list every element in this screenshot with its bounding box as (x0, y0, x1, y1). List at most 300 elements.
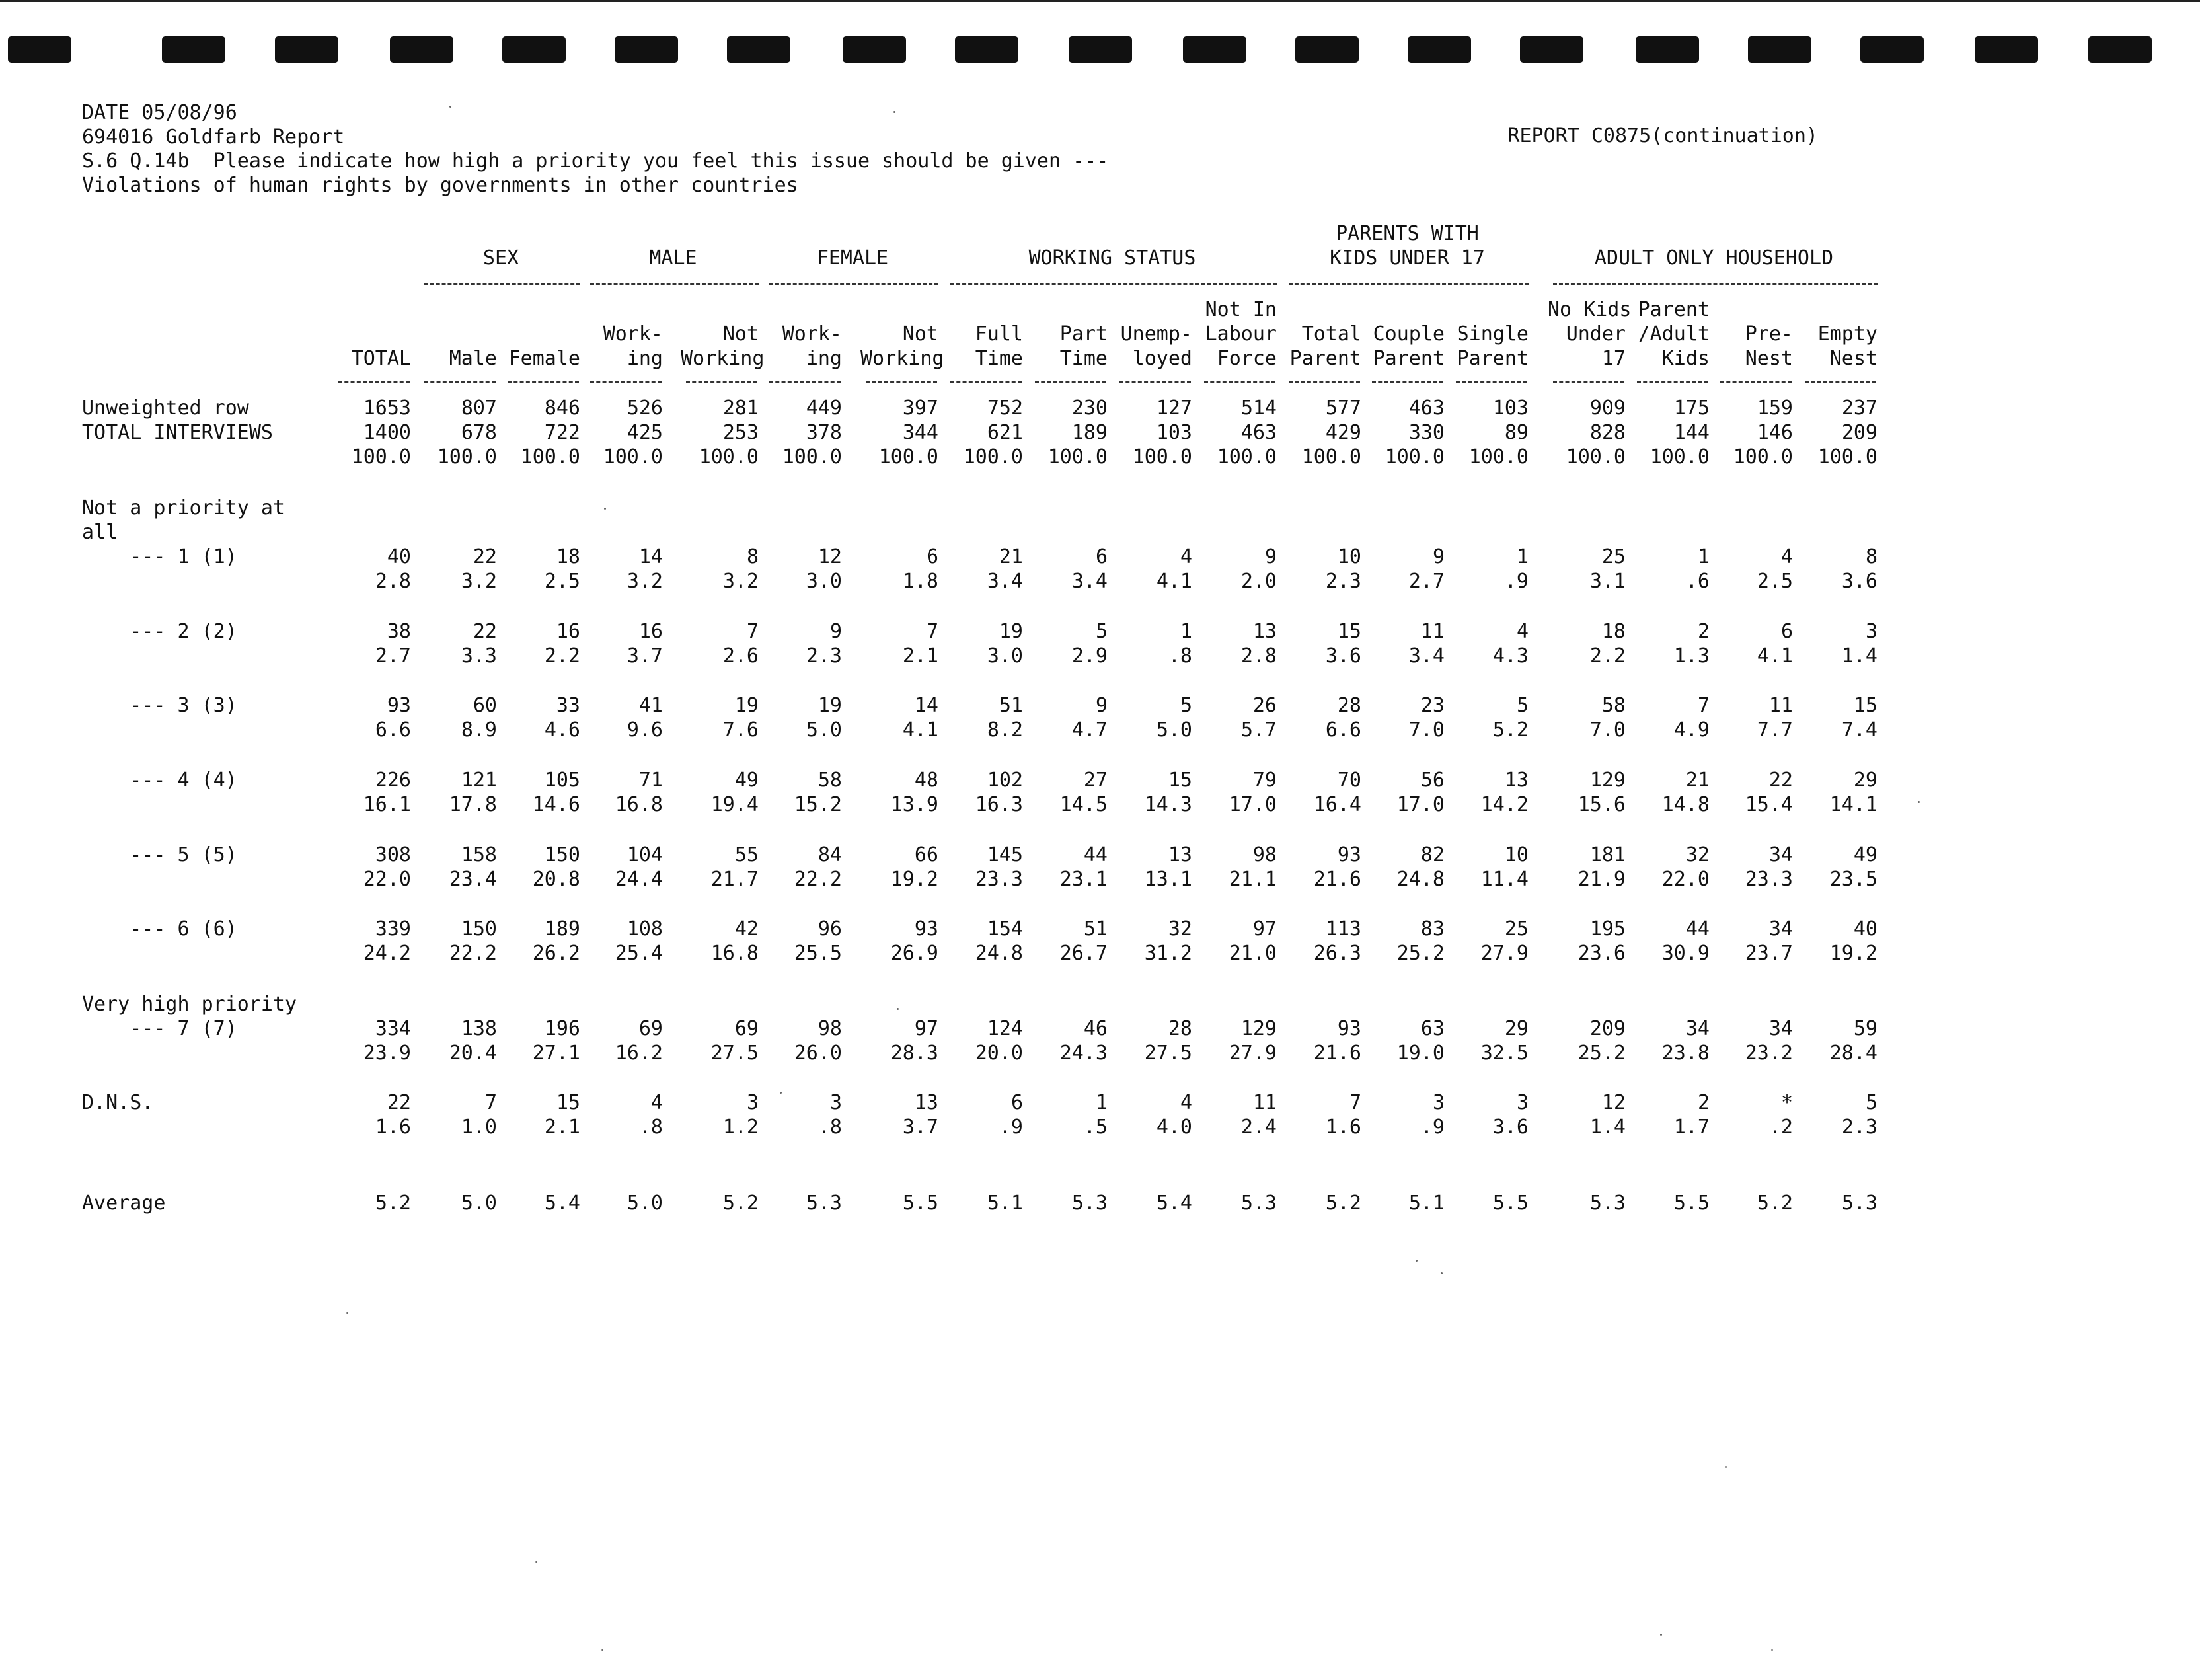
cell-average-empty-nest: 5.3 (1841, 1192, 1878, 1215)
column-header-female-not-working-line-1: Not (902, 323, 938, 346)
cell-p2-total-parent-1: 15 (1337, 620, 1361, 643)
cell-p4-male-2: 17.8 (449, 793, 497, 816)
cell-base-full-time-1: 752 (987, 397, 1023, 420)
cell-p2-female-2: 2.2 (544, 644, 580, 668)
cell-p6-parent-adult-kids-2: 30.9 (1661, 942, 1710, 965)
scan-speck (1441, 1272, 1443, 1274)
cell-base-single-parent-1: 103 (1492, 397, 1529, 420)
scan-speck (601, 1649, 603, 1651)
cell-p4-male-not-working-2: 19.4 (710, 793, 759, 816)
scan-speck (535, 1561, 537, 1563)
cell-dns-part-time-2: .5 (1083, 1116, 1108, 1139)
column-header-underline-total (338, 381, 410, 383)
row-label-p1-line-1: Not a priority at (82, 496, 285, 519)
column-header-male-working-line-2: ing (626, 347, 663, 370)
cell-p5-part-time-2: 23.1 (1059, 868, 1108, 891)
cell-p7-male-working-2: 16.2 (615, 1042, 663, 1065)
cell-p6-unemployed-1: 32 (1168, 917, 1192, 940)
scan-speck (604, 508, 606, 510)
cell-p4-female-1: 105 (544, 769, 580, 792)
cell-average-full-time: 5.1 (987, 1192, 1023, 1215)
cell-p2-pre-nest-1: 6 (1780, 620, 1793, 643)
cell-p2-male-working-1: 16 (638, 620, 663, 643)
cell-p3-not-in-labour-force-1: 26 (1252, 694, 1277, 717)
cell-base-not-in-labour-force-1: 514 (1240, 397, 1277, 420)
cell-p4-parent-adult-kids-1: 21 (1685, 769, 1710, 792)
cell-p4-female-2: 14.6 (532, 793, 580, 816)
cell-p6-not-in-labour-force-1: 97 (1252, 917, 1277, 940)
cell-p2-single-parent-2: 4.3 (1492, 644, 1529, 668)
cell-base-empty-nest-3: 100.0 (1817, 445, 1878, 469)
cell-p4-female-working-2: 15.2 (794, 793, 842, 816)
cell-p7-unemployed-1: 28 (1168, 1017, 1192, 1040)
scan-speck (780, 1092, 782, 1094)
cell-p6-male-working-2: 25.4 (615, 942, 663, 965)
cell-average-unemployed: 5.4 (1156, 1192, 1192, 1215)
cell-p3-part-time-2: 4.7 (1071, 718, 1108, 742)
column-header-underline-empty-nest (1805, 381, 1876, 383)
row-label-p6: --- 6 (6) (82, 917, 237, 940)
cell-p6-male-not-working-2: 16.8 (710, 942, 759, 965)
cell-p6-full-time-1: 154 (987, 917, 1023, 940)
cell-p3-unemployed-2: 5.0 (1156, 718, 1192, 742)
cell-p1-male-2: 3.2 (461, 570, 497, 593)
cell-p6-couple-parent-2: 25.2 (1396, 942, 1445, 965)
cell-dns-female-2: 2.1 (544, 1116, 580, 1139)
cell-base-not-in-labour-force-3: 100.0 (1217, 445, 1277, 469)
cell-p5-male-working-2: 24.4 (615, 868, 663, 891)
scan-speck (1771, 1649, 1773, 1651)
column-header-male-not-working-line-1: Not (722, 323, 759, 346)
cell-base-male-working-1: 526 (626, 397, 663, 420)
cell-p7-female-2: 27.1 (532, 1042, 580, 1065)
cell-p3-female-not-working-2: 4.1 (902, 718, 938, 742)
cell-p7-female-working-1: 98 (817, 1017, 842, 1040)
banner-male: MALE (649, 247, 697, 270)
row-label-p4: --- 4 (4) (82, 769, 237, 792)
report-name: 694016 Goldfarb Report (82, 126, 345, 149)
cell-p2-not-in-labour-force-2: 2.8 (1240, 644, 1277, 668)
banner-parents-line-2: KIDS UNDER 17 (1330, 247, 1485, 270)
cell-base-female-not-working-1: 397 (902, 397, 938, 420)
cell-p2-male-1: 22 (473, 620, 497, 643)
cell-p7-total-parent-1: 93 (1337, 1017, 1361, 1040)
cell-dns-empty-nest-2: 2.3 (1841, 1116, 1878, 1139)
cell-base-couple-parent-1: 463 (1408, 397, 1445, 420)
cell-p1-part-time-2: 3.4 (1071, 570, 1108, 593)
cell-p5-single-parent-1: 10 (1504, 843, 1529, 866)
cell-p7-total-1: 334 (375, 1017, 411, 1040)
cell-base-pre-nest-2: 146 (1757, 421, 1793, 444)
cell-p3-male-2: 8.9 (461, 718, 497, 742)
cell-p7-pre-nest-2: 23.2 (1745, 1042, 1793, 1065)
cell-p4-total-1: 226 (375, 769, 411, 792)
cell-p6-single-parent-2: 27.9 (1480, 942, 1529, 965)
cell-p5-total-parent-1: 93 (1337, 843, 1361, 866)
cell-p4-female-working-1: 58 (817, 769, 842, 792)
cell-p3-female-working-1: 19 (817, 694, 842, 717)
cell-p2-single-parent-1: 4 (1516, 620, 1529, 643)
cell-p5-not-in-labour-force-2: 21.1 (1229, 868, 1277, 891)
cell-p1-male-working-2: 3.2 (626, 570, 663, 593)
cell-p6-no-kids-under-17-1: 195 (1589, 917, 1626, 940)
column-header-female-working-line-2: ing (806, 347, 842, 370)
cell-p1-female-working-2: 3.0 (806, 570, 842, 593)
cell-p5-male-2: 23.4 (449, 868, 497, 891)
cell-dns-single-parent-2: 3.6 (1492, 1116, 1529, 1139)
cell-p5-not-in-labour-force-1: 98 (1252, 843, 1277, 866)
cell-p3-full-time-2: 8.2 (987, 718, 1023, 742)
cell-p2-male-not-working-1: 7 (746, 620, 759, 643)
cell-base-female-working-2: 378 (806, 421, 842, 444)
cell-p1-full-time-1: 21 (999, 545, 1023, 568)
cell-p2-not-in-labour-force-1: 13 (1252, 620, 1277, 643)
cell-p7-female-not-working-2: 28.3 (890, 1042, 938, 1065)
cell-average-single-parent: 5.5 (1492, 1192, 1529, 1215)
banner-underline-male (590, 283, 759, 285)
scan-speck (346, 1312, 348, 1314)
cell-base-single-parent-3: 100.0 (1468, 445, 1529, 469)
cell-p5-female-not-working-1: 66 (914, 843, 938, 866)
cell-p2-empty-nest-2: 1.4 (1841, 644, 1878, 668)
column-header-underline-female-not-working (866, 381, 937, 383)
cell-base-total-1: 1653 (363, 397, 411, 420)
cell-dns-total-parent-2: 1.6 (1325, 1116, 1361, 1139)
scan-speck (1416, 1260, 1418, 1262)
cell-dns-male-2: 1.0 (461, 1116, 497, 1139)
cell-p6-female-not-working-1: 93 (914, 917, 938, 940)
cell-p6-total-parent-1: 113 (1325, 917, 1361, 940)
banner-underline-female (769, 283, 938, 285)
cell-p6-part-time-2: 26.7 (1059, 942, 1108, 965)
cell-p2-no-kids-under-17-2: 2.2 (1589, 644, 1626, 668)
cell-p7-male-1: 138 (461, 1017, 497, 1040)
cell-p2-part-time-1: 5 (1095, 620, 1108, 643)
cell-p6-single-parent-1: 25 (1504, 917, 1529, 940)
cell-p2-female-1: 16 (556, 620, 580, 643)
cell-p7-no-kids-under-17-1: 209 (1589, 1017, 1626, 1040)
report-id: REPORT C0875(continuation) (1507, 124, 1818, 147)
column-header-underline-couple-parent (1372, 381, 1443, 383)
cell-p6-empty-nest-1: 40 (1853, 917, 1878, 940)
cell-p3-male-not-working-2: 7.6 (722, 718, 759, 742)
cell-p2-unemployed-2: .8 (1168, 644, 1192, 668)
cell-p5-full-time-2: 23.3 (975, 868, 1023, 891)
cell-p6-male-2: 22.2 (449, 942, 497, 965)
column-header-underline-full-time (950, 381, 1022, 383)
cell-dns-male-1: 7 (484, 1091, 497, 1114)
column-header-underline-part-time (1035, 381, 1106, 383)
cell-p4-male-working-1: 71 (638, 769, 663, 792)
cell-p6-unemployed-2: 31.2 (1144, 942, 1192, 965)
column-header-parent-adult-kids-line-1: Parent (1638, 298, 1710, 321)
cell-p1-no-kids-under-17-2: 3.1 (1589, 570, 1626, 593)
cell-dns-unemployed-2: 4.0 (1156, 1116, 1192, 1139)
cell-average-female-not-working: 5.5 (902, 1192, 938, 1215)
cell-p1-unemployed-1: 4 (1180, 545, 1192, 568)
cell-average-total-parent: 5.2 (1325, 1192, 1361, 1215)
column-header-total-parent-line-1: Total (1301, 323, 1361, 346)
cell-base-male-not-working-1: 281 (722, 397, 759, 420)
banner-underline-adult-only (1553, 283, 1878, 285)
cell-p2-couple-parent-1: 11 (1420, 620, 1445, 643)
cell-base-unemployed-1: 127 (1156, 397, 1192, 420)
column-header-part-time-line-2: Time (1059, 347, 1108, 370)
cell-p7-female-not-working-1: 97 (914, 1017, 938, 1040)
cell-p2-empty-nest-1: 3 (1865, 620, 1878, 643)
cell-p1-unemployed-2: 4.1 (1156, 570, 1192, 593)
cell-p5-couple-parent-1: 82 (1420, 843, 1445, 866)
cell-dns-female-working-2: .8 (817, 1116, 842, 1139)
column-header-underline-no-kids-under-17 (1553, 381, 1624, 383)
cell-base-pre-nest-1: 159 (1757, 397, 1793, 420)
cell-p1-female-working-1: 12 (817, 545, 842, 568)
cell-base-female-working-3: 100.0 (782, 445, 842, 469)
cell-p1-female-2: 2.5 (544, 570, 580, 593)
cell-p3-no-kids-under-17-1: 58 (1601, 694, 1626, 717)
cell-base-male-1: 807 (461, 397, 497, 420)
cell-base-parent-adult-kids-1: 175 (1673, 397, 1710, 420)
cell-p2-full-time-1: 19 (999, 620, 1023, 643)
row-label-p5: --- 5 (5) (82, 843, 237, 866)
cell-p5-no-kids-under-17-2: 21.9 (1577, 868, 1626, 891)
cell-p4-single-parent-2: 14.2 (1480, 793, 1529, 816)
column-header-total-parent-line-2: Parent (1289, 347, 1361, 370)
cell-p7-empty-nest-2: 28.4 (1829, 1042, 1878, 1065)
cell-p3-male-working-2: 9.6 (626, 718, 663, 742)
cell-average-no-kids-under-17: 5.3 (1589, 1192, 1626, 1215)
column-header-underline-pre-nest (1720, 381, 1792, 383)
cell-p7-pre-nest-1: 34 (1768, 1017, 1793, 1040)
cell-p2-parent-adult-kids-2: 1.3 (1673, 644, 1710, 668)
cell-base-couple-parent-3: 100.0 (1384, 445, 1445, 469)
cell-dns-no-kids-under-17-2: 1.4 (1589, 1116, 1626, 1139)
cell-base-pre-nest-3: 100.0 (1733, 445, 1793, 469)
cell-p7-female-working-2: 26.0 (794, 1042, 842, 1065)
cell-p4-unemployed-1: 15 (1168, 769, 1192, 792)
cell-base-total-parent-3: 100.0 (1301, 445, 1361, 469)
cell-p5-single-parent-2: 11.4 (1480, 868, 1529, 891)
cell-p3-total-2: 6.6 (375, 718, 411, 742)
cell-base-female-not-working-2: 344 (902, 421, 938, 444)
cell-p5-unemployed-1: 13 (1168, 843, 1192, 866)
cell-dns-parent-adult-kids-1: 2 (1697, 1091, 1710, 1114)
column-header-full-time-line-1: Full (975, 323, 1023, 346)
column-header-female: Female (508, 347, 580, 370)
cell-p6-female-1: 189 (544, 917, 580, 940)
cell-p3-female-1: 33 (556, 694, 580, 717)
scan-speck (1660, 1634, 1662, 1636)
column-header-empty-nest-line-2: Nest (1829, 347, 1878, 370)
column-header-female-working-line-1: Work- (782, 323, 842, 346)
column-header-full-time-line-2: Time (975, 347, 1023, 370)
cell-dns-not-in-labour-force-1: 11 (1252, 1091, 1277, 1114)
column-header-single-parent-line-2: Parent (1457, 347, 1529, 370)
banner-underline-working-status (950, 283, 1277, 285)
cell-p7-couple-parent-2: 19.0 (1396, 1042, 1445, 1065)
column-header-total: TOTAL (351, 347, 411, 370)
banner-parents-line-1: PARENTS WITH (1336, 222, 1479, 245)
cell-base-total-2: 1400 (363, 421, 411, 444)
cell-p2-total-2: 2.7 (375, 644, 411, 668)
column-header-not-in-labour-force-line-3: Force (1217, 347, 1277, 370)
scan-speck (1918, 801, 1920, 803)
cell-p2-total-parent-2: 3.6 (1325, 644, 1361, 668)
cell-p5-no-kids-under-17-1: 181 (1589, 843, 1626, 866)
cell-p7-male-not-working-2: 27.5 (710, 1042, 759, 1065)
cell-base-male-working-3: 100.0 (603, 445, 663, 469)
cell-p2-female-working-1: 9 (829, 620, 842, 643)
column-header-no-kids-under-17-line-1: No Kids (1548, 298, 1632, 321)
cell-dns-female-1: 15 (556, 1091, 580, 1114)
cell-p5-parent-adult-kids-1: 32 (1685, 843, 1710, 866)
cell-base-part-time-3: 100.0 (1047, 445, 1108, 469)
cell-base-no-kids-under-17-3: 100.0 (1566, 445, 1626, 469)
column-header-underline-male-working (590, 381, 662, 383)
cell-p1-empty-nest-1: 8 (1865, 545, 1878, 568)
column-header-parent-adult-kids-line-2: /Adult (1638, 323, 1710, 346)
banner-sex: SEX (482, 247, 519, 270)
cell-p3-single-parent-2: 5.2 (1492, 718, 1529, 742)
cell-p4-no-kids-under-17-2: 15.6 (1577, 793, 1626, 816)
cell-p4-single-parent-1: 13 (1504, 769, 1529, 792)
cell-p1-male-working-1: 14 (638, 545, 663, 568)
row-label-p7-line-1: Very high priority (82, 993, 297, 1016)
cell-base-parent-adult-kids-3: 100.0 (1650, 445, 1710, 469)
cell-p6-parent-adult-kids-1: 44 (1685, 917, 1710, 940)
banner-underline-sex (424, 283, 580, 285)
cell-p5-female-not-working-2: 19.2 (890, 868, 938, 891)
cell-p1-total-parent-2: 2.3 (1325, 570, 1361, 593)
cell-p3-couple-parent-1: 23 (1420, 694, 1445, 717)
column-header-parent-adult-kids-line-3: Kids (1661, 347, 1710, 370)
cell-p7-no-kids-under-17-2: 25.2 (1577, 1042, 1626, 1065)
cell-p3-part-time-1: 9 (1095, 694, 1108, 717)
cell-p3-not-in-labour-force-2: 5.7 (1240, 718, 1277, 742)
cell-p3-female-working-2: 5.0 (806, 718, 842, 742)
column-header-part-time-line-1: Part (1059, 323, 1108, 346)
cell-p1-total-parent-1: 10 (1337, 545, 1361, 568)
cell-p7-total-parent-2: 21.6 (1313, 1042, 1361, 1065)
cell-p4-total-parent-1: 70 (1337, 769, 1361, 792)
cell-base-empty-nest-2: 209 (1841, 421, 1878, 444)
cell-p7-total-2: 23.9 (363, 1042, 411, 1065)
cell-average-couple-parent: 5.1 (1408, 1192, 1445, 1215)
cell-base-single-parent-2: 89 (1504, 421, 1529, 444)
cell-p1-female-not-working-1: 6 (926, 545, 938, 568)
row-label-p3: --- 3 (3) (82, 694, 237, 717)
scan-speck (897, 1008, 899, 1010)
cell-p5-full-time-1: 145 (987, 843, 1023, 866)
cell-p5-male-not-working-2: 21.7 (710, 868, 759, 891)
cell-p7-couple-parent-1: 63 (1420, 1017, 1445, 1040)
cell-p1-pre-nest-1: 4 (1780, 545, 1793, 568)
cell-p4-pre-nest-2: 15.4 (1745, 793, 1793, 816)
cell-p5-total-2: 22.0 (363, 868, 411, 891)
cell-dns-female-working-1: 3 (829, 1091, 842, 1114)
cell-dns-male-not-working-1: 3 (746, 1091, 759, 1114)
cell-p7-part-time-1: 46 (1083, 1017, 1108, 1040)
cell-p2-total-1: 38 (387, 620, 411, 643)
cell-base-male-3: 100.0 (437, 445, 497, 469)
cell-p3-empty-nest-1: 15 (1853, 694, 1878, 717)
cell-average-part-time: 5.3 (1071, 1192, 1108, 1215)
cell-p6-female-working-2: 25.5 (794, 942, 842, 965)
cell-p3-total-parent-2: 6.6 (1325, 718, 1361, 742)
column-header-female-not-working-line-2: Working (860, 347, 944, 370)
cell-p1-female-not-working-2: 1.8 (902, 570, 938, 593)
cell-base-total-parent-2: 429 (1325, 421, 1361, 444)
cell-dns-pre-nest-1: * (1780, 1091, 1793, 1114)
cell-p6-female-working-1: 96 (817, 917, 842, 940)
column-header-male-not-working-line-2: Working (681, 347, 765, 370)
column-header-no-kids-under-17-line-3: 17 (1601, 347, 1626, 370)
cell-p4-part-time-2: 14.5 (1059, 793, 1108, 816)
cell-p4-part-time-1: 27 (1083, 769, 1108, 792)
cell-p4-total-2: 16.1 (363, 793, 411, 816)
cell-average-male-not-working: 5.2 (722, 1192, 759, 1215)
row-label-p7-line-2: --- 7 (7) (82, 1017, 237, 1040)
cell-base-unemployed-2: 103 (1156, 421, 1192, 444)
cell-p6-pre-nest-1: 34 (1768, 917, 1793, 940)
column-header-underline-female-working (769, 381, 841, 383)
row-label-base-line-2: TOTAL INTERVIEWS (82, 421, 273, 444)
cell-p5-total-1: 308 (375, 843, 411, 866)
cell-p6-female-2: 26.2 (532, 942, 580, 965)
cell-p7-not-in-labour-force-2: 27.9 (1229, 1042, 1277, 1065)
cell-average-not-in-labour-force: 5.3 (1240, 1192, 1277, 1215)
cell-p6-total-parent-2: 26.3 (1313, 942, 1361, 965)
cell-base-female-2: 722 (544, 421, 580, 444)
cell-p2-full-time-2: 3.0 (987, 644, 1023, 668)
cell-p3-parent-adult-kids-1: 7 (1697, 694, 1710, 717)
cell-p4-female-not-working-2: 13.9 (890, 793, 938, 816)
cell-average-female: 5.4 (544, 1192, 580, 1215)
cell-p7-full-time-2: 20.0 (975, 1042, 1023, 1065)
cell-p7-parent-adult-kids-2: 23.8 (1661, 1042, 1710, 1065)
cell-p4-pre-nest-1: 22 (1768, 769, 1793, 792)
row-label-average: Average (82, 1192, 166, 1215)
cell-p7-parent-adult-kids-1: 34 (1685, 1017, 1710, 1040)
cell-p5-male-1: 158 (461, 843, 497, 866)
cell-dns-total-parent-1: 7 (1349, 1091, 1361, 1114)
row-label-dns: D.N.S. (82, 1091, 154, 1114)
column-header-underline-not-in-labour-force (1204, 381, 1275, 383)
cell-base-part-time-2: 189 (1071, 421, 1108, 444)
cell-p3-total-1: 93 (387, 694, 411, 717)
cell-p4-male-1: 121 (461, 769, 497, 792)
row-label-base-line-1: Unweighted row (82, 397, 249, 420)
cell-p4-empty-nest-1: 29 (1853, 769, 1878, 792)
cell-dns-male-working-2: .8 (638, 1116, 663, 1139)
cell-p3-pre-nest-2: 7.7 (1757, 718, 1793, 742)
cell-p7-part-time-2: 24.3 (1059, 1042, 1108, 1065)
cell-base-total-parent-1: 577 (1325, 397, 1361, 420)
cell-p3-single-parent-1: 5 (1516, 694, 1529, 717)
cell-p1-male-1: 22 (473, 545, 497, 568)
cell-p2-female-not-working-2: 2.1 (902, 644, 938, 668)
cell-p1-couple-parent-1: 9 (1432, 545, 1445, 568)
cell-p4-couple-parent-2: 17.0 (1396, 793, 1445, 816)
cell-p6-not-in-labour-force-2: 21.0 (1229, 942, 1277, 965)
cell-dns-not-in-labour-force-2: 2.4 (1240, 1116, 1277, 1139)
cell-p1-not-in-labour-force-2: 2.0 (1240, 570, 1277, 593)
cell-p5-unemployed-2: 13.1 (1144, 868, 1192, 891)
cell-p4-couple-parent-1: 56 (1420, 769, 1445, 792)
cell-p1-single-parent-1: 1 (1516, 545, 1529, 568)
cell-base-female-3: 100.0 (520, 445, 580, 469)
cell-p2-pre-nest-2: 4.1 (1757, 644, 1793, 668)
